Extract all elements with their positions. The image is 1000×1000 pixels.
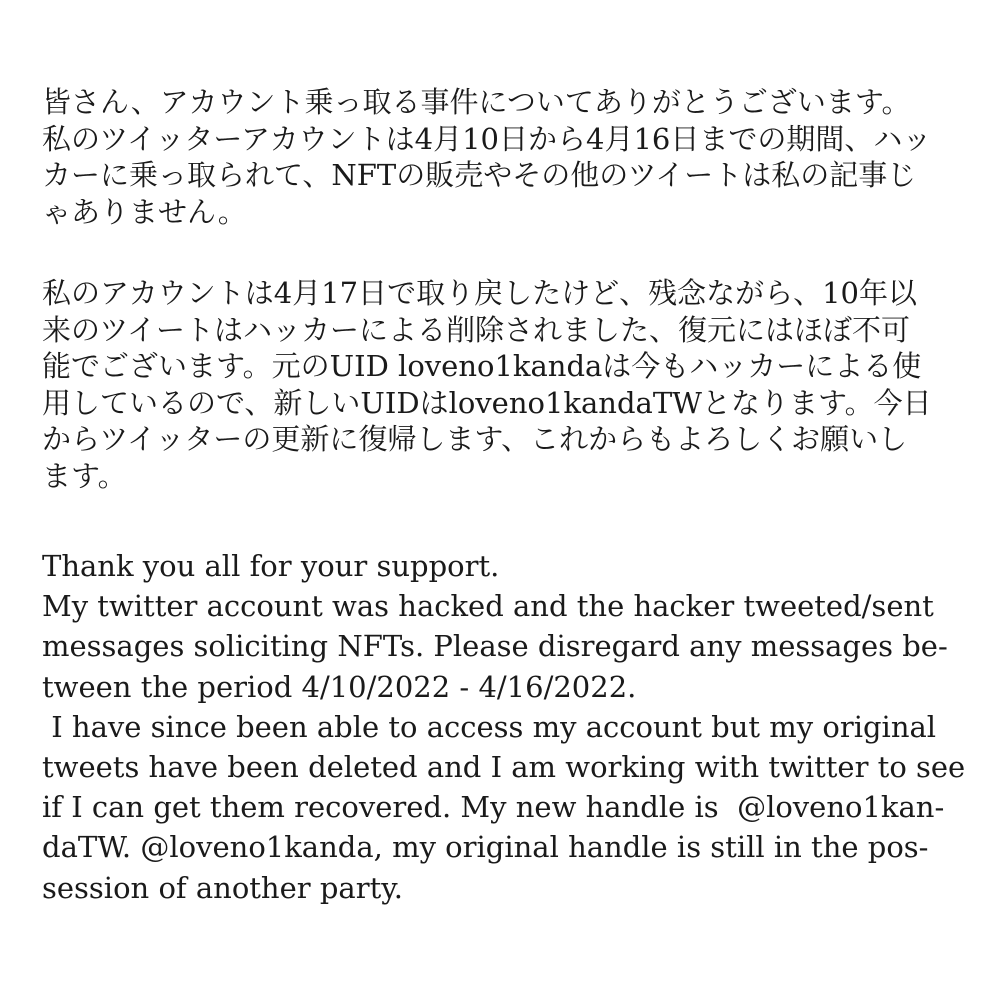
text-line: ゃありません。: [42, 194, 247, 229]
text-line: tween the period 4/10/2022 - 4/16/2022.: [42, 669, 637, 704]
japanese-paragraph-2: [42, 275, 972, 494]
text-line: My twitter account was hacked and the hacker tweeted/sent: [42, 589, 934, 624]
text-line: session of another party.: [42, 870, 403, 905]
text-line: 能でございます。元のUID loveno1kandaは今もハッカーによる使: [42, 349, 922, 383]
paragraph-spacer: [42, 230, 972, 275]
text-line: I have since been able to access my account but my original: [42, 709, 937, 744]
text-line: if I can get them recovered. My new handle is @loveno1kan-: [42, 790, 945, 825]
text-line: 私のアカウントは4月17日で取り戻したけど、残念ながら、10年以: [42, 276, 917, 310]
text-line: ます。: [42, 458, 127, 493]
paragraph-spacer: [42, 494, 972, 546]
japanese-paragraph-1: [42, 84, 972, 230]
text-line: カーに乗っ取られて、NFTの販売やその他のツイートは私の記事じ: [42, 158, 917, 192]
text-line: 用しているので、新しいUIDはloveno1kandaTWとなります。今日: [42, 385, 932, 420]
text-line: Thank you all for your support.: [42, 549, 500, 583]
text-line: 皆さん、アカウント乗っ取る事件についてありがとうございます。: [42, 85, 911, 119]
notice: [42, 84, 972, 908]
text-line: messages soliciting NFTs. Please disregard any messages be-: [42, 629, 948, 664]
text-line: tweets have been deleted and I am working with twitter to see: [42, 750, 966, 785]
text-line: 来のツイートはハッカーによる削除されました、復元にはほぼ不可: [42, 312, 910, 347]
text-line: 私のツイッターアカウントは4月10日から4月16日までの期間、ハッ: [42, 121, 932, 156]
english-paragraph: [42, 546, 972, 908]
text-line: からツイッターの更新に復帰します、これからもよろしくお願いし: [42, 422, 908, 456]
text-line: daTW. @loveno1kanda, my original handle is still in the pos-: [42, 830, 929, 865]
